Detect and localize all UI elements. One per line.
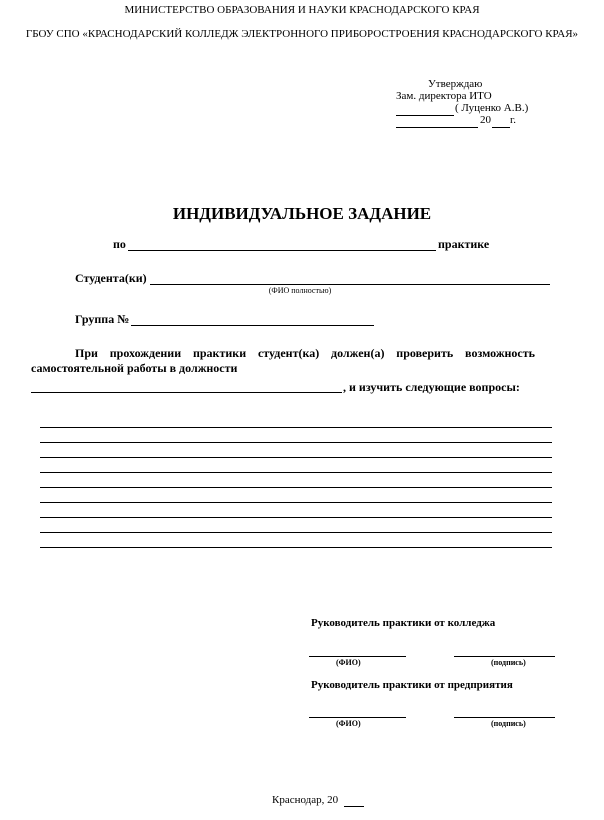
paragraph-line-3: , и изучить следующие вопросы: <box>343 380 520 394</box>
approval-signature-line <box>396 115 454 116</box>
college-signature-line <box>454 656 555 657</box>
group-number-line <box>131 325 374 326</box>
fio-full-caption: (ФИО полностью) <box>268 286 332 295</box>
student-label: Студента(ки) <box>75 271 147 285</box>
college-head-label: Руководитель практики от колледжа <box>311 617 496 629</box>
approval-position: Зам. директора ИТО <box>396 90 492 102</box>
task-line <box>40 547 552 548</box>
college-fio-caption: (ФИО) <box>336 658 361 667</box>
practice-name-line <box>128 250 436 251</box>
position-line <box>31 392 342 393</box>
enterprise-signature-caption: (подпись) <box>491 719 526 728</box>
po-label: по <box>113 237 126 251</box>
footer-city: Краснодар, 20 <box>272 794 339 806</box>
enterprise-head-label: Руководитель практики от предприятия <box>311 679 513 691</box>
task-line <box>40 457 552 458</box>
student-name-line <box>150 284 550 285</box>
college-header: ГБОУ СПО «КРАСНОДАРСКИЙ КОЛЛЕДЖ ЭЛЕКТРОННОГО ПРИБОРОСТРОЕНИЯ КРАСНОДАРСКОГО КРАЯ» <box>25 28 579 40</box>
task-line <box>40 502 552 503</box>
task-line <box>40 442 552 443</box>
approval-year-prefix: 20 <box>480 114 491 126</box>
task-line <box>40 472 552 473</box>
college-signature-caption: (подпись) <box>491 658 526 667</box>
paragraph-line-1: При прохождении практики студент(ка) должен(а) проверить возможность <box>75 346 535 360</box>
approval-approve: Утверждаю <box>428 78 483 90</box>
enterprise-signature-line <box>454 717 555 718</box>
approval-date-line <box>396 127 478 128</box>
college-fio-line <box>309 656 406 657</box>
task-line <box>40 427 552 428</box>
approval-year-line <box>492 127 510 128</box>
footer-year-line <box>344 806 364 807</box>
approval-year-suffix: г. <box>510 114 517 126</box>
task-line <box>40 532 552 533</box>
practice-label: практике <box>438 237 490 251</box>
enterprise-fio-caption: (ФИО) <box>336 719 361 728</box>
task-line <box>40 487 552 488</box>
paragraph-line-2: самостоятельной работы в должности <box>31 361 238 375</box>
approval-name: ( Луценко А.В.) <box>455 102 529 114</box>
task-line <box>40 517 552 518</box>
group-label: Группа № <box>75 312 130 326</box>
ministry-header: МИНИСТЕРСТВО ОБРАЗОВАНИЯ И НАУКИ КРАСНОДАРСКОГО КРАЯ <box>124 4 480 16</box>
enterprise-fio-line <box>309 717 406 718</box>
page-title: ИНДИВИДУАЛЬНОЕ ЗАДАНИЕ <box>172 204 432 223</box>
